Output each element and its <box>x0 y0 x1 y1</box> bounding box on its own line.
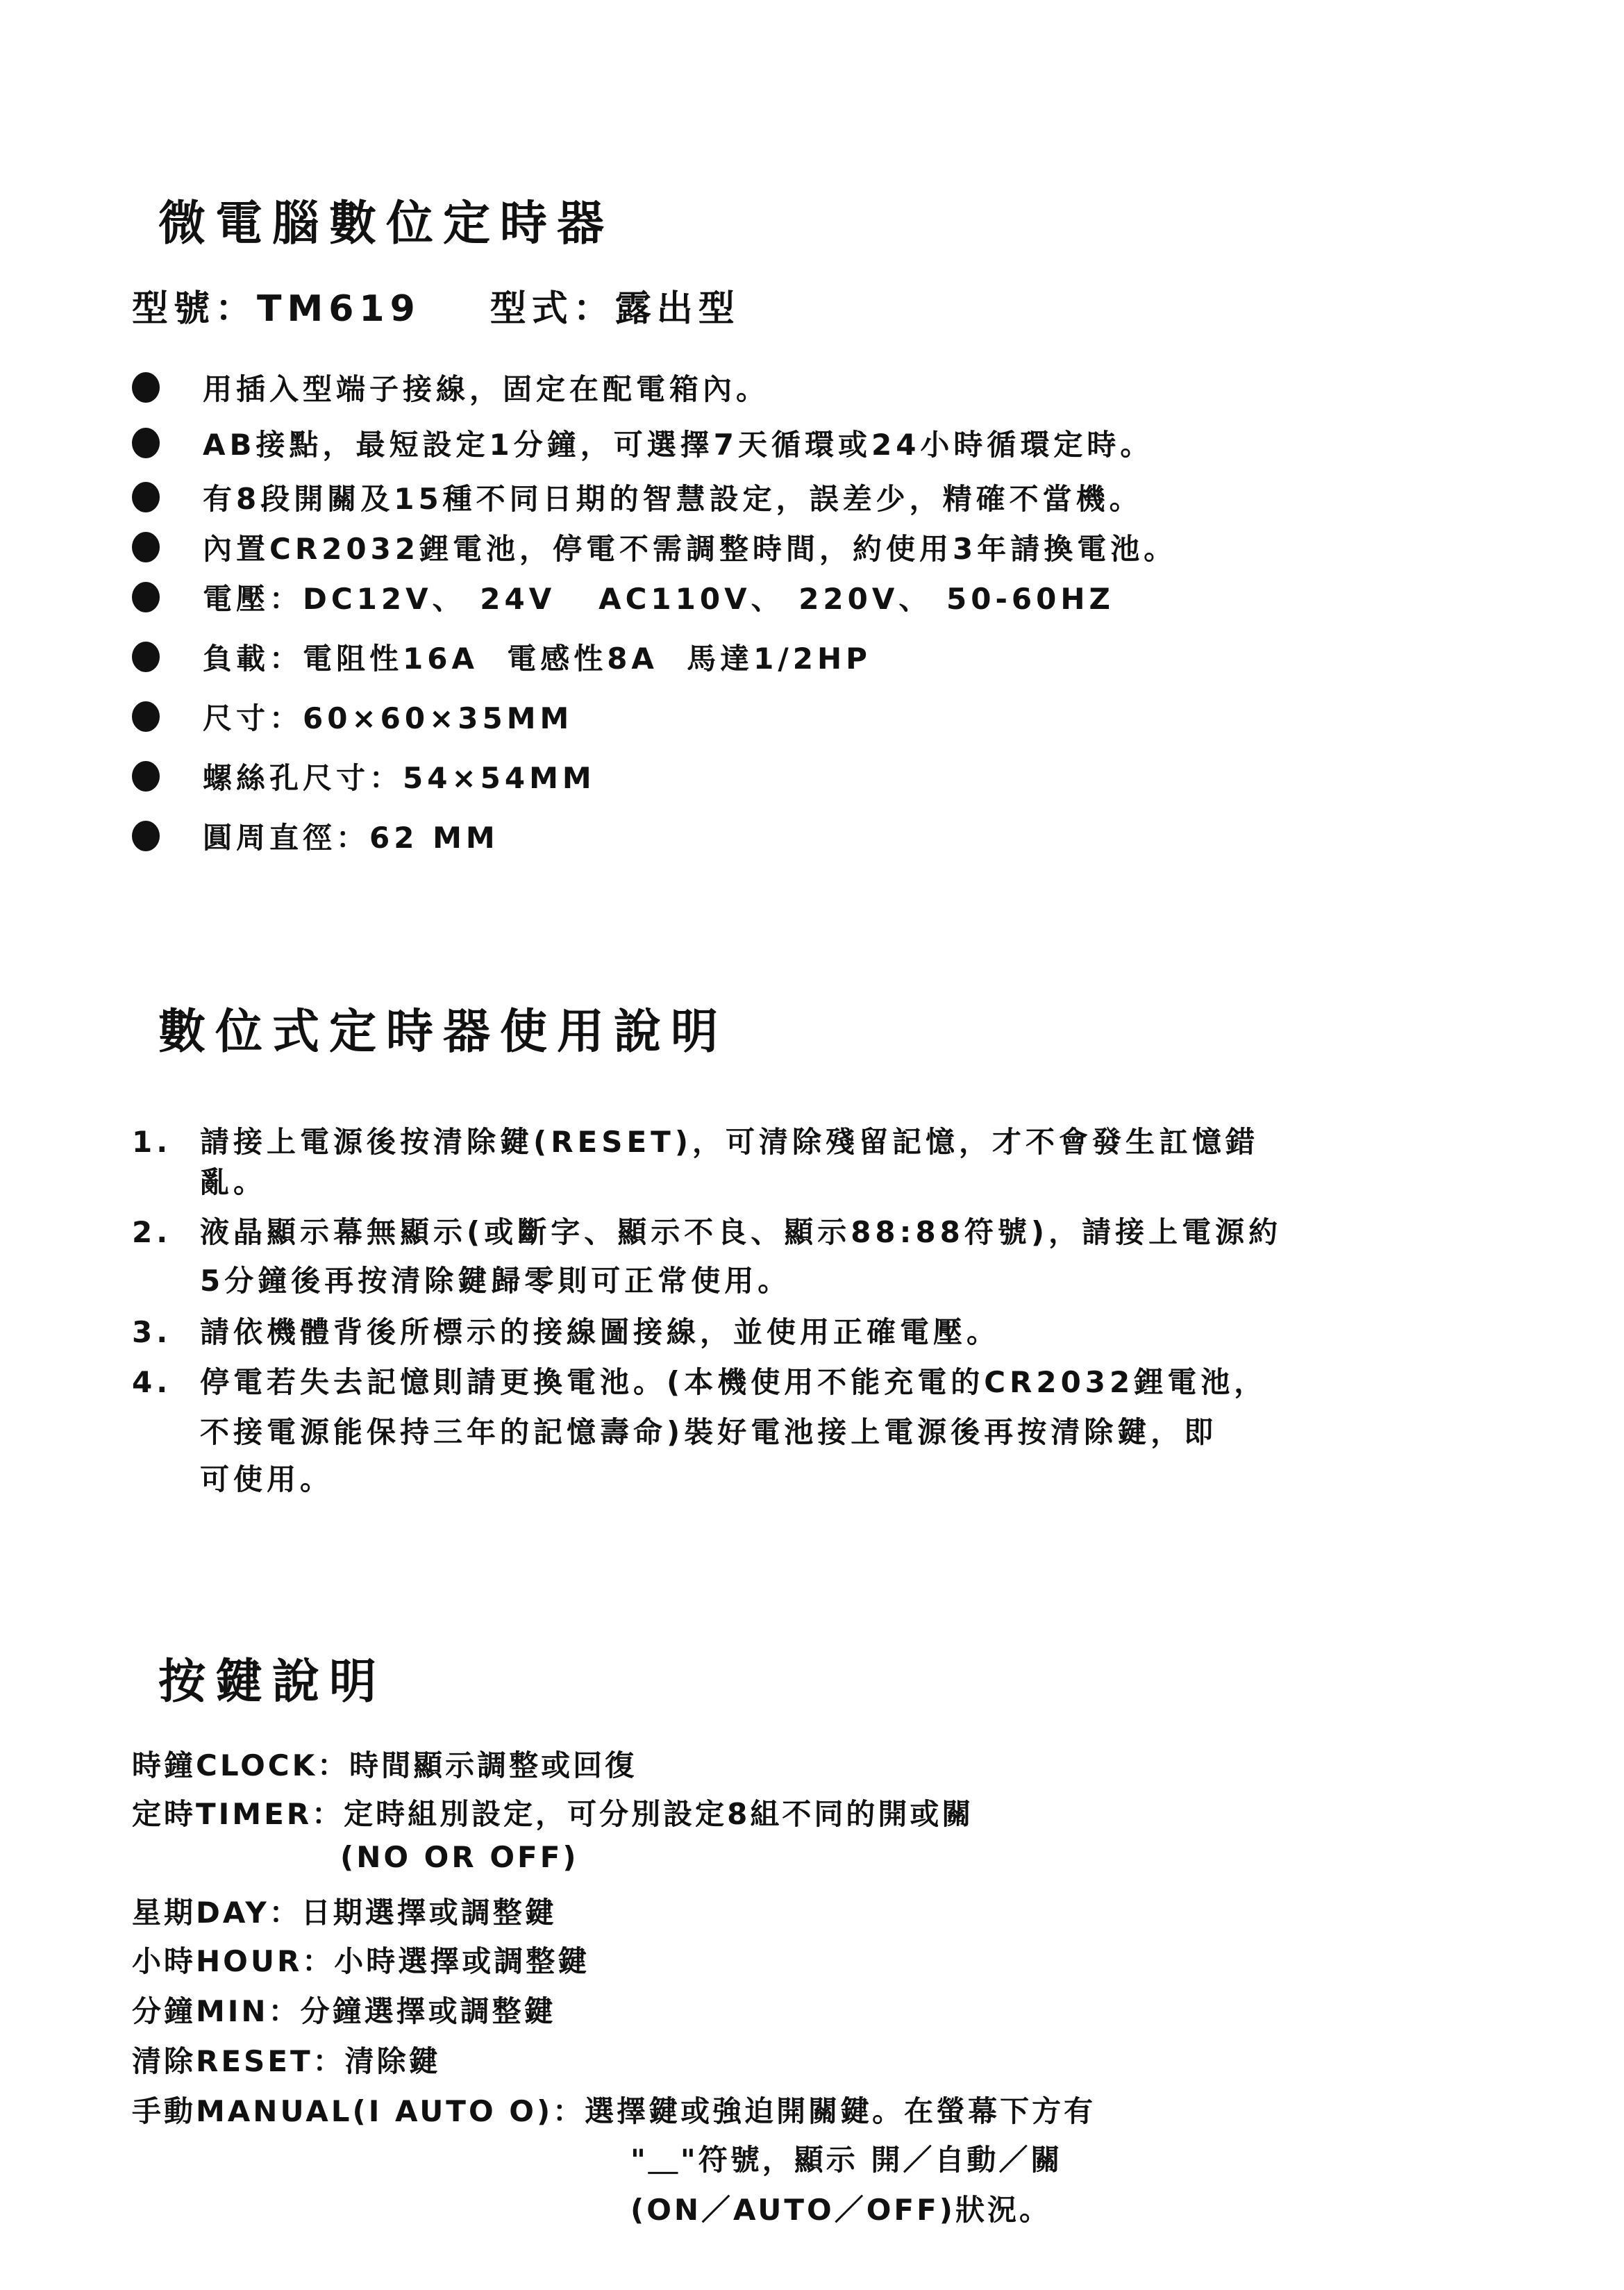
feature-item: AB接點，最短設定1分鐘，可選擇7天循環或24小時循環定時。 <box>132 422 1153 464</box>
feature-item: 內置CR2032鋰電池，停電不需調整時間，約使用3年請換電池。 <box>132 526 1177 568</box>
feature-item: 有8段開關及15種不同日期的智慧設定，誤差少，精確不當機。 <box>132 476 1143 518</box>
usage-item-continued: 可使用。 <box>200 1462 334 1496</box>
key-desc-manual-continued: (ON／AUTO／OFF)狀況。 <box>630 2193 1052 2227</box>
model-type: 型式：露出型 <box>489 288 740 330</box>
bullet-icon <box>132 821 160 851</box>
usage-item: 4. 停電若失去記憶則請更換電池。(本機使用不能充電的CR2032鋰電池， <box>132 1365 1268 1399</box>
usage-item-continued: 不接電源能保持三年的記憶壽命)裝好電池接上電源後再按清除鍵，即 <box>200 1415 1218 1449</box>
usage-item: 1. 請接上電源後按清除鍵(RESET)，可清除殘留記憶，才不會發生訌憶錯 <box>132 1125 1259 1159</box>
keys-section-title: 按鍵說明 <box>158 1655 387 1710</box>
bullet-icon <box>132 372 160 403</box>
key-desc-timer: 定時TIMER：定時組別設定，可分別設定8組不同的開或關 <box>132 1797 974 1831</box>
bullet-icon <box>132 532 160 562</box>
bullet-icon <box>132 701 160 732</box>
key-desc-manual: 手動MANUAL(I AUTO O)：選擇鍵或強迫開關鍵。在螢幕下方有 <box>132 2094 1096 2128</box>
key-desc-manual-continued: "＿"符號，顯示 開／自動／關 <box>630 2143 1063 2177</box>
bullet-icon <box>132 761 160 792</box>
usage-item-continued: 亂。 <box>200 1165 267 1199</box>
key-desc-min: 分鐘MIN：分鐘選擇或調整鍵 <box>132 1994 556 2028</box>
bullet-icon <box>132 428 160 458</box>
feature-item: 電壓：DC12V、 24V AC110V、 220V、 50-60HZ <box>132 576 1114 618</box>
key-desc-clock: 時鐘CLOCK：時間顯示調整或回復 <box>132 1748 637 1782</box>
feature-item: 負載：電阻性16A 電感性8A 馬達1/2HP <box>132 636 871 678</box>
bullet-icon <box>132 482 160 512</box>
feature-item: 尺寸：60×60×35MM <box>132 696 573 737</box>
usage-item: 3. 請依機體背後所標示的接線圖接線，並使用正確電壓。 <box>132 1315 1001 1349</box>
bullet-icon <box>132 582 160 612</box>
model-line <box>132 279 740 331</box>
usage-section-title: 數位式定時器使用說明 <box>158 1005 728 1060</box>
usage-item-continued: 5分鐘後再按清除鍵歸零則可正常使用。 <box>200 1264 792 1298</box>
usage-item: 2. 液晶顯示幕無顯示(或斷字、顯示不良、顯示88:88符號)，請接上電源約 <box>132 1215 1282 1249</box>
bullet-icon <box>132 642 160 672</box>
model-number: 型號：TM619 <box>132 288 421 330</box>
document-title: 微電腦數位定時器 <box>158 197 614 251</box>
feature-item: 圓周直徑：62 MM <box>132 815 499 857</box>
key-desc-timer-continued: (NO OR OFF) <box>340 1840 579 1874</box>
key-desc-day: 星期DAY：日期選擇或調整鍵 <box>132 1896 557 1930</box>
feature-item: 螺絲孔尺寸：54×54MM <box>132 755 596 797</box>
key-desc-hour: 小時HOUR：小時選擇或調整鍵 <box>132 1944 590 1978</box>
feature-item: 用插入型端子接線，固定在配電箱內。 <box>132 367 769 408</box>
key-desc-reset: 清除RESET：清除鍵 <box>132 2044 441 2078</box>
